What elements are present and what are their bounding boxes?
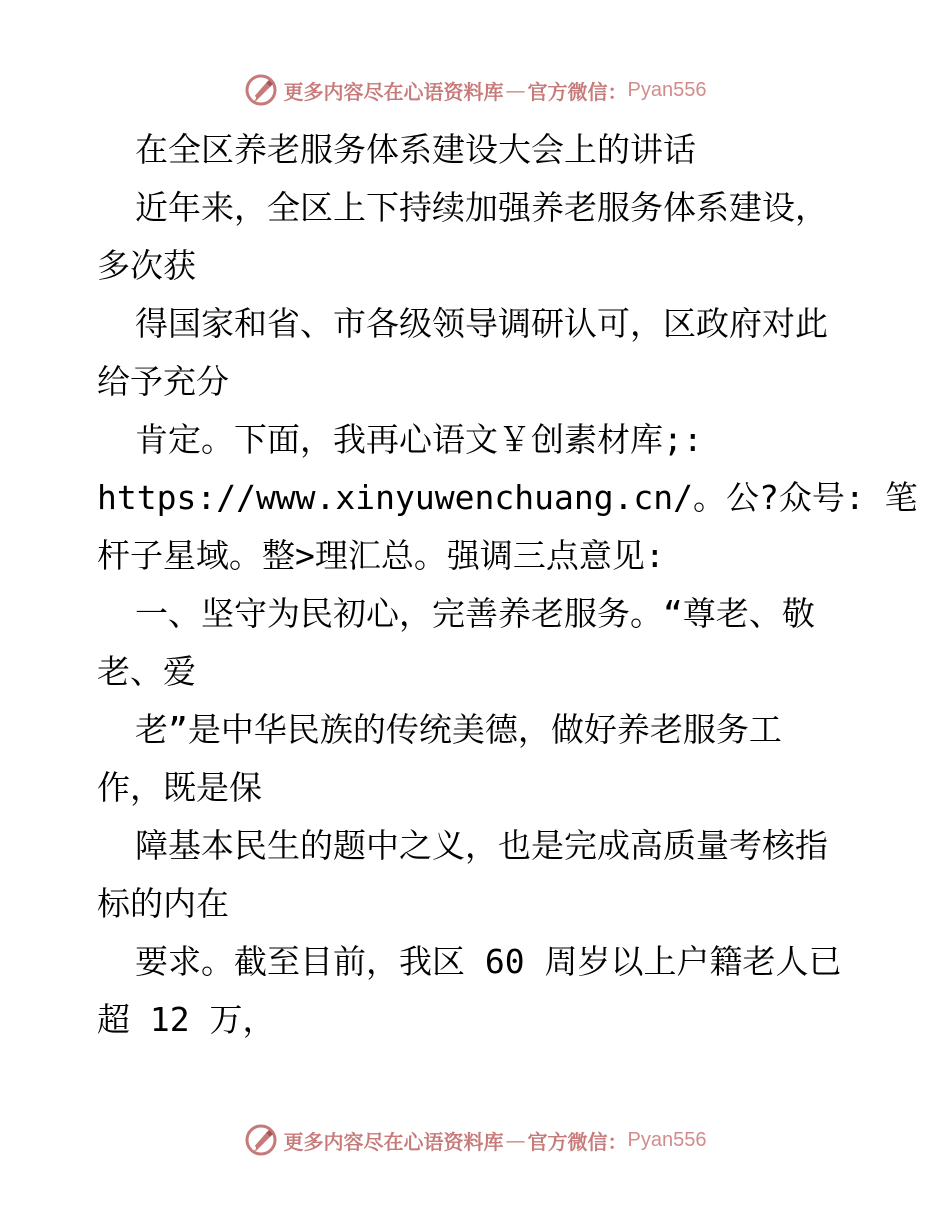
banner-wechat-id: Pyan556 — [627, 1128, 707, 1151]
text-line: 标的内在 — [97, 884, 229, 923]
banner-wechat-id: Pyan556 — [627, 78, 707, 101]
text-line: 肯定。下面，我再心语文￥创素材库;: — [135, 420, 703, 459]
banner-wechat-label: 官方微信： — [527, 79, 628, 104]
text-line: 多次获 — [97, 246, 196, 285]
text-line: 作，既是保 — [97, 768, 262, 807]
document-body — [97, 121, 918, 1049]
pen-logo-icon — [244, 73, 278, 107]
banner-separator: — — [505, 1128, 526, 1152]
text-line: 一、坚守为民初心，完善养老服务。“尊老、敬 — [135, 594, 815, 633]
text-line: 杆子星域。整>理汇总。强调三点意见: — [97, 536, 665, 575]
text-line: 给予充分 — [97, 362, 229, 401]
banner-brand: 更多内容尽在心语资料库 — [283, 1129, 504, 1154]
banner-brand: 更多内容尽在心语资料库 — [283, 79, 504, 104]
text-line: https://www.xinyuwenchuang.cn/。公?众号: 笔 — [97, 478, 918, 517]
pen-logo-icon — [244, 1123, 278, 1157]
banner-separator: — — [505, 78, 526, 102]
text-line: 老、爱 — [97, 652, 196, 691]
banner-wechat-label: 官方微信： — [527, 1129, 628, 1154]
header-banner — [0, 70, 950, 110]
text-line: 超 12 万， — [97, 1000, 276, 1039]
text-line: 障基本民生的题中之义，也是完成高质量考核指 — [135, 826, 828, 865]
text-line: 要求。截至目前，我区 60 周岁以上户籍老人已 — [135, 942, 842, 981]
footer-banner — [0, 1120, 950, 1160]
text-line: 近年来，全区上下持续加强养老服务体系建设， — [135, 188, 828, 227]
document-title: 在全区养老服务体系建设大会上的讲话 — [135, 130, 696, 169]
text-line: 老”是中华民族的传统美德，做好养老服务工 — [135, 710, 782, 749]
text-line: 得国家和省、市各级领导调研认可，区政府对此 — [135, 304, 828, 343]
